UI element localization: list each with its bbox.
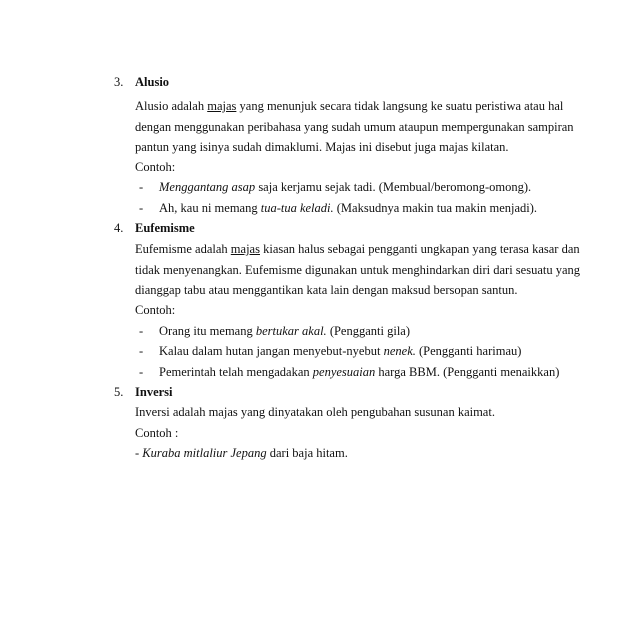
example-text: Ah, kau ni memang tua-tua keladi. (Maksudnya makin tua makin menjadi). — [159, 201, 538, 215]
section-number: 3. — [114, 75, 124, 89]
section-number: 5. — [114, 385, 124, 399]
paragraph-line: dengan menggunakan peribahasa yang sudah umum ataupun mempergunakan sampiran — [135, 120, 574, 134]
example-text: Pemerintah telah mengadakan penyesuaian harga BBM. (Pengganti menaikkan) — [159, 365, 560, 379]
bullet: - — [139, 365, 144, 379]
paragraph-line: pantun yang isinya sudah dimaklumi. Majas ini disebut juga majas kilatan. — [135, 140, 509, 154]
example-text: Orang itu memang bertukar akal. (Pengganti gila) — [159, 324, 411, 338]
contoh-label: Contoh: — [135, 160, 176, 174]
bullet: - — [139, 344, 144, 358]
example-text: Menggantang asap saja kerjamu sejak tadi. (Membual/beromong-omong). — [159, 180, 532, 194]
example-text: Kalau dalam hutan jangan menyebut-nyebut nenek. (Pengganti harimau) — [159, 344, 522, 358]
bullet: - — [139, 201, 144, 215]
section-title: Inversi — [135, 385, 173, 399]
section-number: 4. — [114, 221, 124, 235]
section-title: Alusio — [135, 75, 170, 89]
paragraph-line: Alusio adalah majas yang menunjuk secara tidak langsung ke suatu peristiwa atau hal — [135, 99, 564, 113]
section-title: Eufemisme — [135, 221, 195, 235]
paragraph-line: Eufemisme adalah majas kiasan halus sebagai pengganti ungkapan yang terasa kasar dan — [135, 242, 580, 256]
paragraph-line: dianggap tabu atau menggantikan kata lain dengan maksud bersopan santun. — [135, 283, 518, 297]
bullet: - — [139, 180, 144, 194]
contoh-label: Contoh: — [135, 303, 176, 317]
paragraph-line: Inversi adalah majas yang dinyatakan oleh pengubahan susunan kaimat. — [135, 405, 495, 419]
example-text: - Kuraba mitlaliur Jepang dari baja hitam. — [135, 446, 348, 460]
contoh-label: Contoh : — [135, 426, 179, 440]
paragraph-line: tidak menyenangkan. Eufemisme digunakan untuk menghindarkan diri dari sesuatu yang — [135, 263, 581, 277]
bullet: - — [139, 324, 144, 338]
